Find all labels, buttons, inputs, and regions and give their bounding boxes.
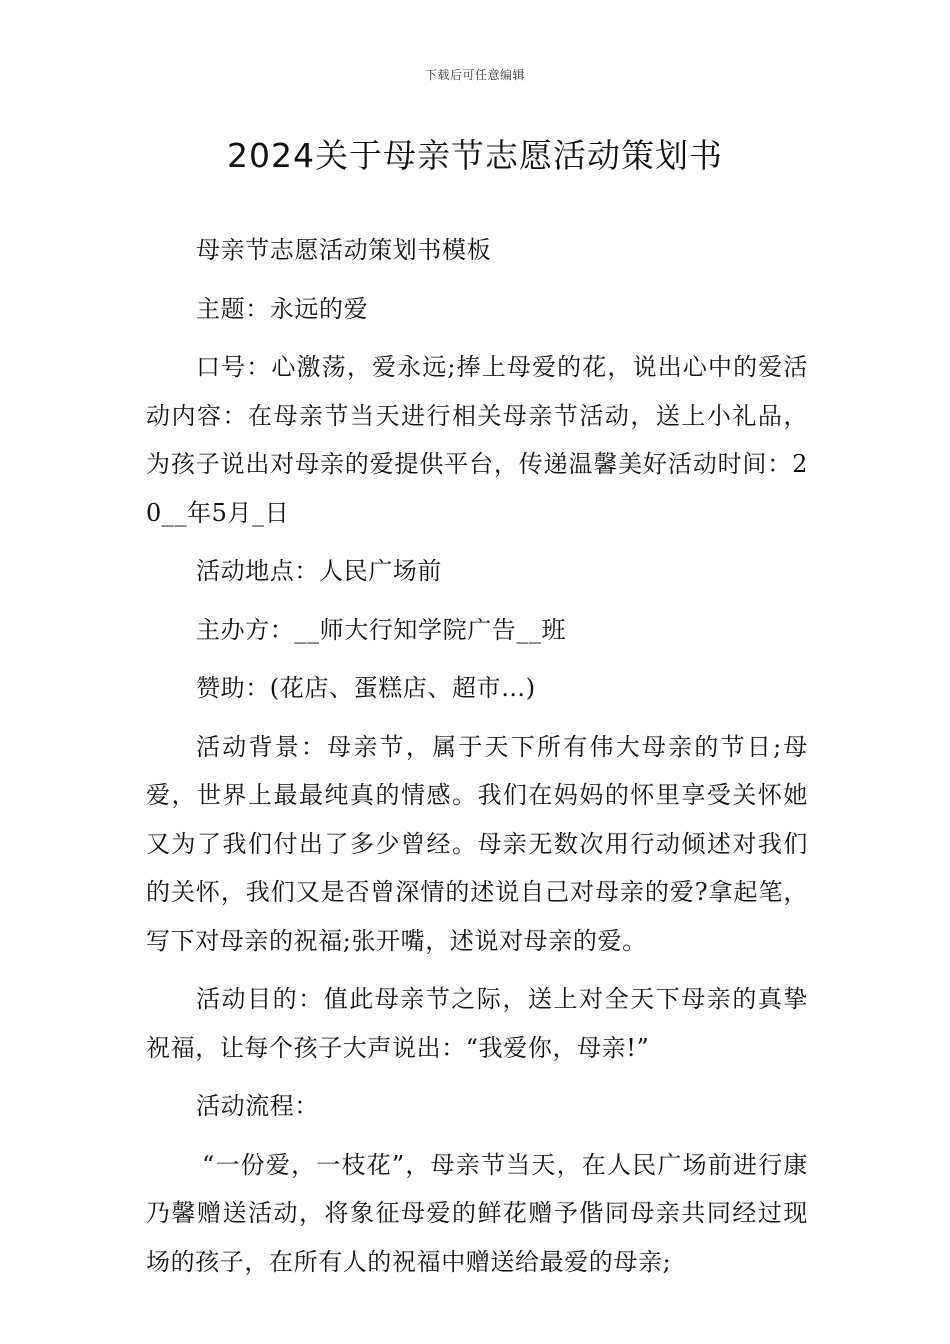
header-note: 下载后可任意编辑 xyxy=(424,68,525,82)
paragraph-organizer: 主办方：__师大行知学院广告__班 xyxy=(196,615,567,644)
document-title: 2024关于母亲节志愿活动策划书 xyxy=(227,136,723,175)
paragraph-sponsor: 赞助：(花店、蛋糕店、超市…) xyxy=(196,674,536,702)
document-body xyxy=(146,226,808,1286)
paragraph-location: 活动地点：人民广场前 xyxy=(196,557,442,585)
paragraph-background: 活动背景：母亲节，属于天下所有伟大母亲的节日;母爱，世界上最最纯真的情感。我们在妈妈的怀里享受关怀她又为了我们付出了多少曾经。母亲无数次用行动倾述对我们的关怀，我们又是否曾深情的述说自己对母亲的爱?拿起笔，写下对母亲的祝福;张开嘴，述说对母亲的爱。 xyxy=(146,732,808,955)
paragraph-theme: 主题：永远的爱 xyxy=(196,294,369,323)
paragraph-process-detail: “一份爱，一枝花”，母亲节当天，在人民广场前进行康乃馨赠送活动，将象征母爱的鲜花赠予偕同母亲共同经过现场的孩子，在所有人的祝福中赠送给最爱的母亲; xyxy=(146,1150,808,1276)
paragraph-slogan: 口号：心激荡，爱永远;捧上母爱的花，说出心中的爱活动内容：在母亲节当天进行相关母亲节活动，送上小礼品，为孩子说出对母亲的爱提供平台，传递温馨美好活动时间：20__年5月_日 xyxy=(146,353,808,527)
paragraph-template-name: 母亲节志愿活动策划书模板 xyxy=(196,236,492,264)
paragraph-process-heading: 活动流程： xyxy=(196,1092,319,1120)
paragraph-purpose: 活动目的：值此母亲节之际，送上对全天下母亲的真挚祝福，让每个孩子大声说出：“我爱你，母亲!” xyxy=(146,985,808,1062)
